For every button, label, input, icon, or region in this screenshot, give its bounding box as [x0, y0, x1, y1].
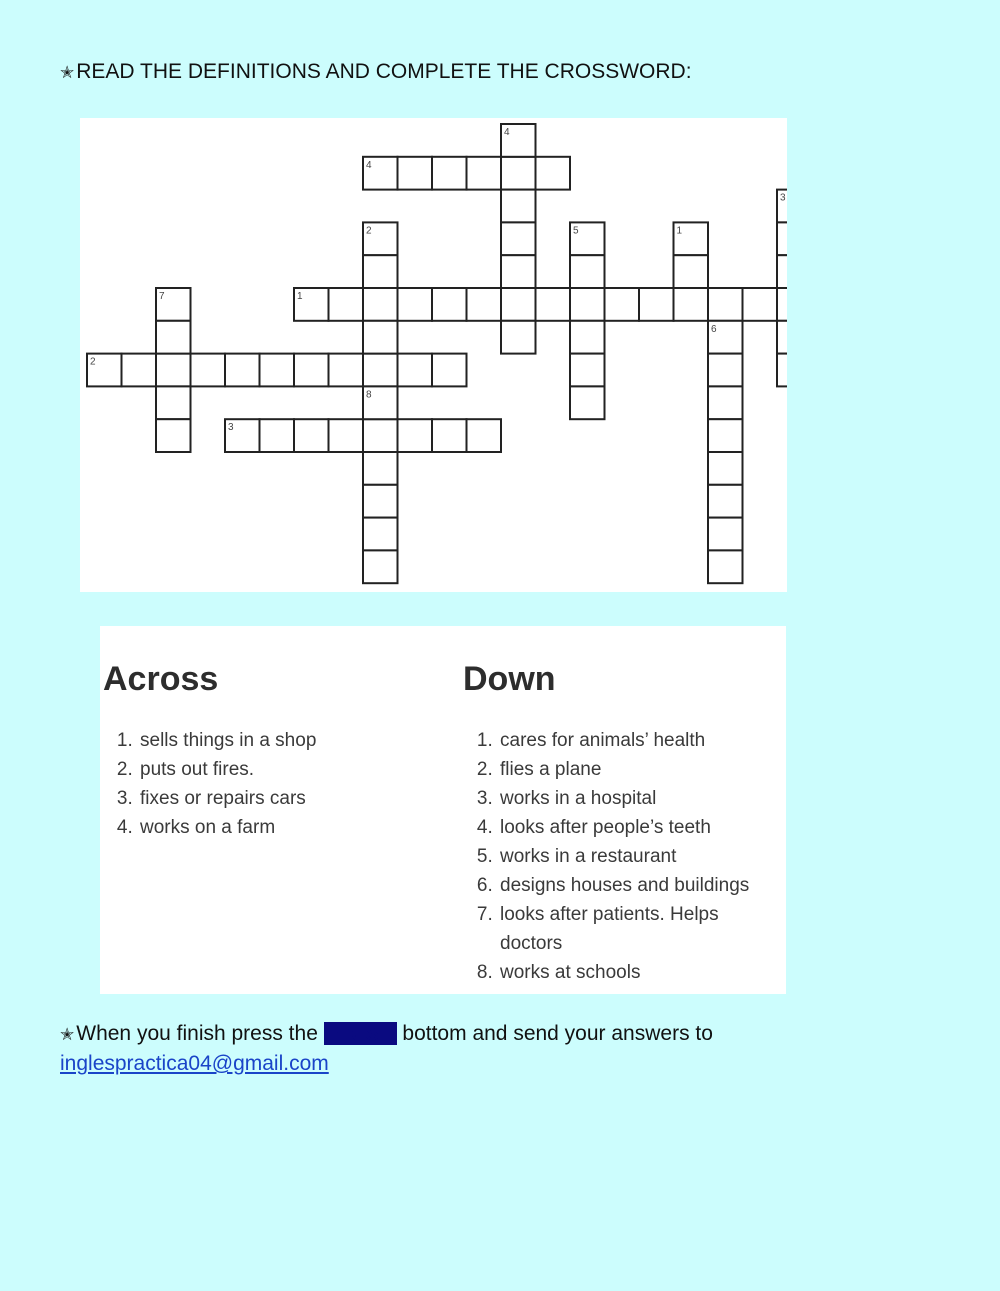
crossword-cell[interactable]: [329, 419, 364, 452]
crossword-cell[interactable]: [363, 255, 398, 288]
across-clue-1: 1. sells things in a shop: [138, 726, 316, 755]
crossword-cell[interactable]: [398, 288, 433, 321]
crossword-cell[interactable]: [674, 288, 709, 321]
crossword-clue-number: 6: [711, 323, 717, 335]
crossword-cell[interactable]: [777, 222, 787, 255]
crossword-cell[interactable]: [294, 419, 329, 452]
crossword-cell[interactable]: [467, 419, 502, 452]
crossword-cell[interactable]: [329, 288, 364, 321]
crossword-cell[interactable]: [363, 550, 398, 583]
crossword-cell[interactable]: [501, 255, 536, 288]
down-clue-6: 6. designs houses and buildings: [498, 871, 783, 900]
down-clue-3: 3. works in a hospital: [498, 784, 783, 813]
crossword-cell[interactable]: [260, 354, 295, 387]
footer-text-after: bottom and send your answers to: [402, 1022, 713, 1045]
footer-text-before: When you finish press the: [76, 1022, 318, 1045]
crossword-cell[interactable]: [708, 452, 743, 485]
down-clue-8: 8. works at schools: [498, 958, 783, 987]
crossword-grid-panel: [80, 118, 787, 592]
crossword-cell[interactable]: [432, 354, 467, 387]
down-clue-1: 1. cares for animals’ health: [498, 726, 783, 755]
instruction-text: READ THE DEFINITIONS AND COMPLETE THE CROSSWORD:: [76, 60, 692, 83]
crossword-cell[interactable]: [708, 288, 743, 321]
crossword-cell[interactable]: [708, 419, 743, 452]
crossword-cell[interactable]: [743, 288, 778, 321]
finish-highlight: FINISH: [325, 1022, 395, 1045]
crossword-cell[interactable]: [432, 288, 467, 321]
crossword-cell[interactable]: [191, 354, 226, 387]
crossword-cell[interactable]: [363, 485, 398, 518]
down-clue-5: 5. works in a restaurant: [498, 842, 783, 871]
crossword-cell[interactable]: [501, 157, 536, 190]
crossword-cell[interactable]: [708, 485, 743, 518]
crossword-cell[interactable]: [501, 288, 536, 321]
crossword-cell[interactable]: [398, 354, 433, 387]
crossword-cell[interactable]: [570, 321, 605, 354]
crossword-clue-number: 8: [366, 389, 372, 401]
crossword-cell[interactable]: [570, 354, 605, 387]
crossword-cell[interactable]: [363, 419, 398, 452]
crossword-cell[interactable]: [777, 288, 787, 321]
star-icon: ✭: [60, 63, 75, 82]
crossword-cell[interactable]: [432, 157, 467, 190]
across-clue-2: 2. puts out fires.: [138, 755, 316, 784]
crossword-cell[interactable]: [294, 354, 329, 387]
crossword-cell[interactable]: [225, 354, 260, 387]
crossword-cell[interactable]: [363, 354, 398, 387]
down-list: [463, 726, 783, 987]
down-clue-4: 4. looks after people’s teeth: [498, 813, 783, 842]
crossword-cell[interactable]: [363, 321, 398, 354]
crossword-clue-number: 2: [366, 225, 372, 237]
crossword-clue-number: 3: [780, 192, 786, 204]
crossword-clue-number: 1: [676, 225, 683, 237]
crossword-grid: [80, 118, 787, 592]
crossword-cell[interactable]: [467, 157, 502, 190]
across-title: Across: [103, 660, 219, 698]
crossword-cell[interactable]: [260, 419, 295, 452]
crossword-cell[interactable]: [708, 550, 743, 583]
crossword-cell[interactable]: [156, 354, 191, 387]
crossword-cell[interactable]: [674, 255, 709, 288]
crossword-cell[interactable]: [156, 419, 191, 452]
down-clue-2: 2. flies a plane: [498, 755, 783, 784]
crossword-cell[interactable]: [639, 288, 674, 321]
crossword-cell[interactable]: [777, 321, 787, 354]
crossword-cell[interactable]: [536, 288, 571, 321]
across-list: [103, 726, 316, 842]
crossword-cell[interactable]: [708, 386, 743, 419]
crossword-cell[interactable]: [570, 386, 605, 419]
crossword-cell[interactable]: [363, 288, 398, 321]
crossword-cell[interactable]: [122, 354, 157, 387]
crossword-cell[interactable]: [501, 222, 536, 255]
crossword-clue-number: 2: [90, 356, 96, 368]
crossword-cell[interactable]: [708, 354, 743, 387]
crossword-cell[interactable]: [156, 386, 191, 419]
crossword-cell[interactable]: [570, 288, 605, 321]
crossword-clue-number: 1: [297, 291, 303, 302]
star-icon: ✭: [60, 1025, 75, 1044]
crossword-cell[interactable]: [501, 190, 536, 223]
crossword-clue-number: 4: [504, 127, 510, 138]
crossword-cell[interactable]: [777, 255, 787, 288]
crossword-cell[interactable]: [570, 255, 605, 288]
down-clue-7: 7. looks after patients. Helps doctors: [498, 900, 783, 958]
email-link[interactable]: inglespractica04@gmail.com: [60, 1052, 329, 1075]
crossword-clue-number: 5: [573, 225, 579, 237]
crossword-cell[interactable]: [605, 288, 640, 321]
crossword-cell[interactable]: [363, 518, 398, 551]
across-clue-4: 4. works on a farm: [138, 813, 316, 842]
crossword-clue-number: 4: [366, 159, 372, 171]
crossword-cell[interactable]: [501, 321, 536, 354]
across-clue-3: 3. fixes or repairs cars: [138, 784, 316, 813]
down-title: Down: [463, 660, 556, 698]
footer-instruction: [60, 1019, 713, 1078]
clues-panel: [100, 626, 786, 994]
crossword-cell[interactable]: [777, 354, 787, 387]
crossword-cell[interactable]: [708, 518, 743, 551]
crossword-cell[interactable]: [536, 157, 571, 190]
crossword-cell[interactable]: [467, 288, 502, 321]
crossword-cell[interactable]: [329, 354, 364, 387]
crossword-cell[interactable]: [363, 452, 398, 485]
crossword-clue-number: 7: [159, 291, 165, 302]
crossword-clue-number: 3: [228, 422, 234, 434]
crossword-cell[interactable]: [398, 157, 433, 190]
instruction-heading: [60, 60, 692, 84]
crossword-cell[interactable]: [398, 419, 433, 452]
crossword-cell[interactable]: [156, 321, 191, 354]
crossword-cell[interactable]: [432, 419, 467, 452]
